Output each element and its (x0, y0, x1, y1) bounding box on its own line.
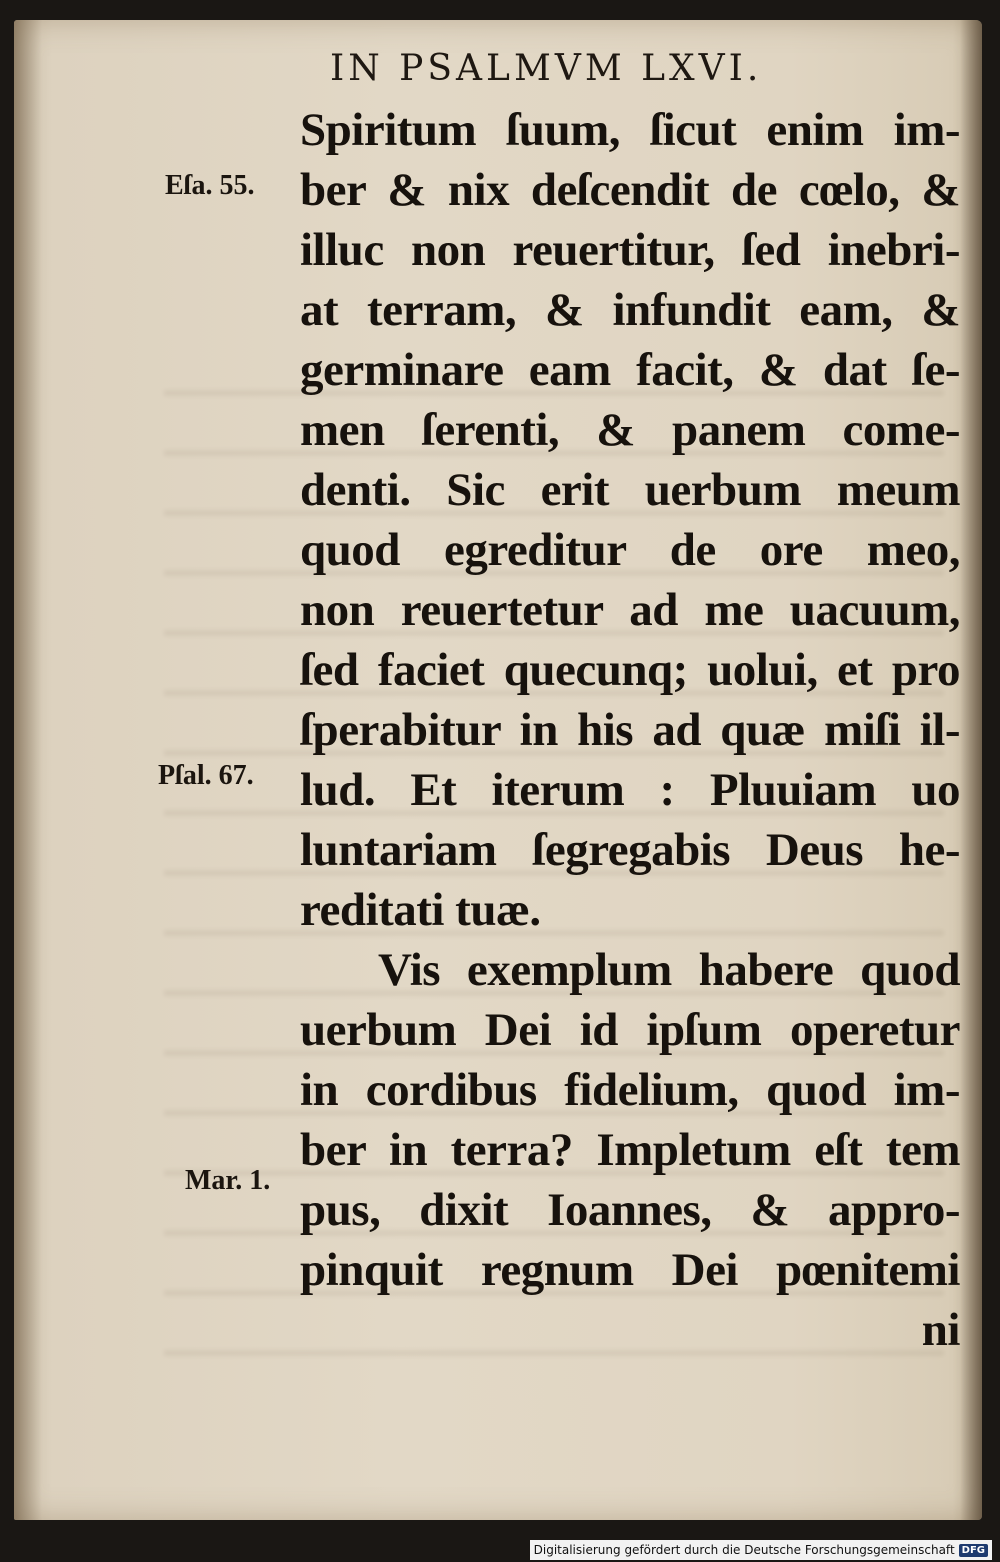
running-head: IN PSALMVM LXVI. (330, 48, 763, 89)
text-line: at terram, & infundit eam, & (300, 284, 960, 336)
digitization-credit (530, 1540, 992, 1560)
text-line: pinquit regnum Dei pœnitemi (300, 1244, 960, 1296)
catchword: ni (921, 1304, 960, 1356)
text-line: pus, dixit Ioannes, & appro- (300, 1184, 960, 1236)
marginal-note-mark: Mar. 1. (185, 1165, 271, 1196)
dfg-logo: DFG (959, 1544, 988, 1557)
marginal-note-isaiah: Eſa. 55. (165, 170, 255, 201)
text-line: uerbum Dei id ipſum operetur (300, 1004, 960, 1056)
text-line: denti. Sic erit uerbum meum (300, 464, 960, 516)
text-line: lud. Et iterum : Pluuiam uo (300, 764, 960, 816)
text-line: ber & nix deſcendit de cœlo, & (300, 164, 960, 216)
body-text (300, 100, 960, 1360)
text-line: reditati tuæ. (300, 884, 541, 936)
text-line: ſperabitur in his ad quæ miſi il- (300, 704, 960, 756)
text-line: luntariam ſegregabis Deus he- (300, 824, 960, 876)
paragraph-start-line: Vis exemplum habere quod (378, 944, 960, 996)
text-line: ſed faciet quecunq; uolui, et pro (300, 644, 960, 696)
text-line: germinare eam facit, & dat ſe- (300, 344, 960, 396)
text-line: quod egreditur de ore meo, (300, 524, 960, 576)
text-line: illuc non reuertitur, ſed inebri- (300, 224, 960, 276)
text-line: ber in terra? Impletum eſt tem (300, 1124, 960, 1176)
marginal-note-psalm: Pſal. 67. (158, 760, 254, 791)
text-line: in cordibus fidelium, quod im- (300, 1064, 960, 1116)
text-line: men ſerenti, & panem come- (300, 404, 960, 456)
text-line: non reuertetur ad me uacuum, (300, 584, 960, 636)
credit-text: Digitalisierung gefördert durch die Deutsche Forschungsgemeinschaft (533, 1543, 955, 1557)
text-line: Spiritum ſuum, ſicut enim im- (300, 104, 960, 156)
